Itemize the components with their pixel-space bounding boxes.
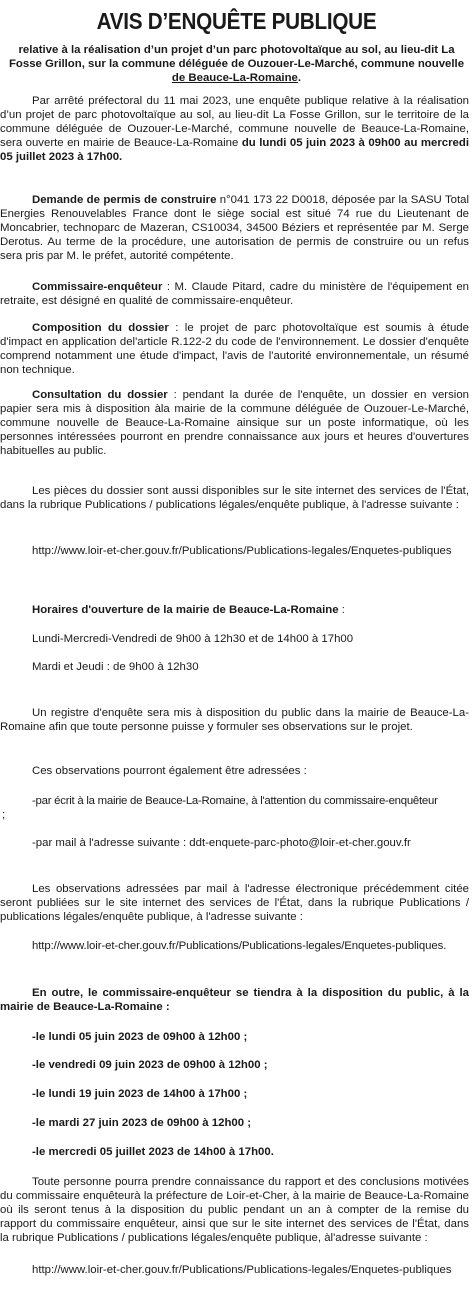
subtitle-underlined: de Beauce-La-Romaine [171,72,298,84]
composition-paragraph [0,321,469,377]
horaires-title-end: : [338,604,345,616]
notice-title: AVIS D’ENQUÊTE PUBLIQUE [96,8,377,34]
observations-intro: Ces observations pourront également être adressées : [32,765,307,777]
composition-label: Composition du dossier [32,322,169,334]
permanence-item: -le mercredi 05 juillet 2023 de 14h00 à 17h00. [32,1146,274,1158]
par-mail-line: -par mail à l'adresse suivante : ddt-enquete-parc-photo@loir-et-cher.gouv.fr [32,837,411,849]
permanence-item: -le vendredi 09 juin 2023 de 09h00 à 12h00 ; [32,1059,268,1071]
horaires-line-1: Lundi-Mercredi-Vendredi de 9h00 à 12h30 et de 14h00 à 17h00 [32,633,354,645]
registre-paragraph: Un registre d'enquête sera mis à disposition du public dans la mairie de Beauce-La-Romaine afin que toute personne puisse y formuler ses observations sur le projet. [0,707,469,733]
en-outre-paragraph: En outre, le commissaire-enquêteur se tiendra à la disposition du public, à la mairie de Beauce-La-Romaine : [0,987,469,1013]
obs-mail-paragraph: Les observations adressées par mail à l'adresse électronique précédemment citée seront publiées sur le site internet des services de l'État, dans la rubrique Publications / publications légales/enquête publique, à l'adresse suivante : [0,883,469,923]
horaires-line-2: Mardi et Jeudi : de 9h00 à 12h30 [32,661,199,673]
pieces-paragraph: Les pièces du dossier sont aussi disponibles sur le site internet des services de l'État, dans la rubrique Publications / publications légales/enquête publique, à l'adresse suivante : [0,485,469,511]
consultation-text: : pendant la durée de l'enquête, un dossier en version papier sera mis à disposition àla mairie de la commune déléguée de Ouzouer-Le-Marché, commune nouvelle de Beauce-La-Romaine ainsique sur un poste informatique, où les personnes intéressées pourront en prendre connaissance aux jours et heures d'ouvertures habituelles au public. [0,389,469,457]
rapport-paragraph: Toute personne pourra prendre connaissance du rapport et des conclusions motivées du commissaire enquêteurà la préfecture de Loir-et-Cher, à la mairie de Beauce-La-Romaine où ils seront tenus à la disposition du public pendant un an à compter de la remise du rapport du commissaire enquêteur, ainsi que sur le site internet des services de l'État, dans la rubrique Publications / publications légales/enquête publique, àl'adresse suivante : [0,1176,469,1244]
subtitle-main: relative à la réalisation d’un projet d’un parc photovoltaïque au sol, au lieu-dit La Fosse Grillon, sur la commune déléguée de Ouzouer-Le-Marché, commune nouvelle [8,44,465,70]
composition-text: : le projet de parc photovoltaïque est soumis à étude d'impact en application del'article R.122-2 du code de l'environnement. Le dossier d'enquête comprend notamment une étude d'impact, l'avis de l'autorité environnementale, un résumé non technique. [0,322,469,376]
url-rapport-link[interactable]: http://www.loir-et-cher.gouv.fr/Publications/Publications-legales/Enquetes-publiques [32,1264,452,1276]
stray-semicolon: ; [2,809,6,821]
consultation-paragraph [0,388,469,458]
permanence-item: -le lundi 19 juin 2023 de 14h00 à 17h00 ; [32,1088,248,1100]
notice-subtitle [2,43,471,85]
permanence-item: -le mardi 27 juin 2023 de 09h00 à 12h00 ; [32,1117,252,1129]
url-observations-link[interactable]: http://www.loir-et-cher.gouv.fr/Publications/Publications-legales/Enquetes-publiques. [32,940,447,952]
intro-paragraph [0,94,469,164]
url-dossier-link[interactable]: http://www.loir-et-cher.gouv.fr/Publications/Publications-legales/Enquetes-publiques [32,545,452,557]
intro-text: Par arrêté préfectoral du 11 mai 2023, une enquête publique relative à la réalisation d’un projet de parc photovoltaïque au sol, au lieu-dit La Fosse Grillon, sur le territoire de la commune déléguée de Ouzouer-Le-Marché, commune nouvelle de Beauce-La-Romaine, sera ouverte en mairie de Beauce-La-Romaine [0,95,469,149]
intro-dates: du lundi 05 juin 2023 à 09h00 au mercredi 05 juillet 2023 à 17h00. [0,137,469,163]
horaires-heading [32,603,345,617]
horaires-title: Horaires d'ouverture de la mairie de Beauce-La-Romaine [32,604,339,616]
commissaire-paragraph [0,280,469,308]
permis-label: Demande de permis de construire [32,194,217,206]
permis-paragraph [0,193,469,263]
permis-text: n°041 173 22 D0018, déposée par la SASU Total Energies Renouvelables France dont le siège social est situé 74 rue du Lieutenant de Moncabrier, technoparc de Mazeran, CS10034, 34500 Béziers et représentée par M. Serge Derotus. Au terme de la procédure, une autorisation de permis de construire ou un refus sera pris par M. le préfet, autorité compétente. [0,194,470,262]
par-ecrit-line: -par écrit à la mairie de Beauce-La-Romaine, à l'attention du commissaire-enquêteur [32,795,438,807]
subtitle-end: . [297,72,302,84]
consultation-label: Consultation du dossier [32,389,168,401]
permanence-item: -le lundi 05 juin 2023 de 09h00 à 12h00 ; [32,1031,248,1043]
commissaire-label: Commissaire-enquêteur [32,281,163,293]
commissaire-text: : M. Claude Pitard, cadre du ministère de l'équipement en retraite, est désigné en qualité de commissaire-enquêteur. [0,281,469,307]
